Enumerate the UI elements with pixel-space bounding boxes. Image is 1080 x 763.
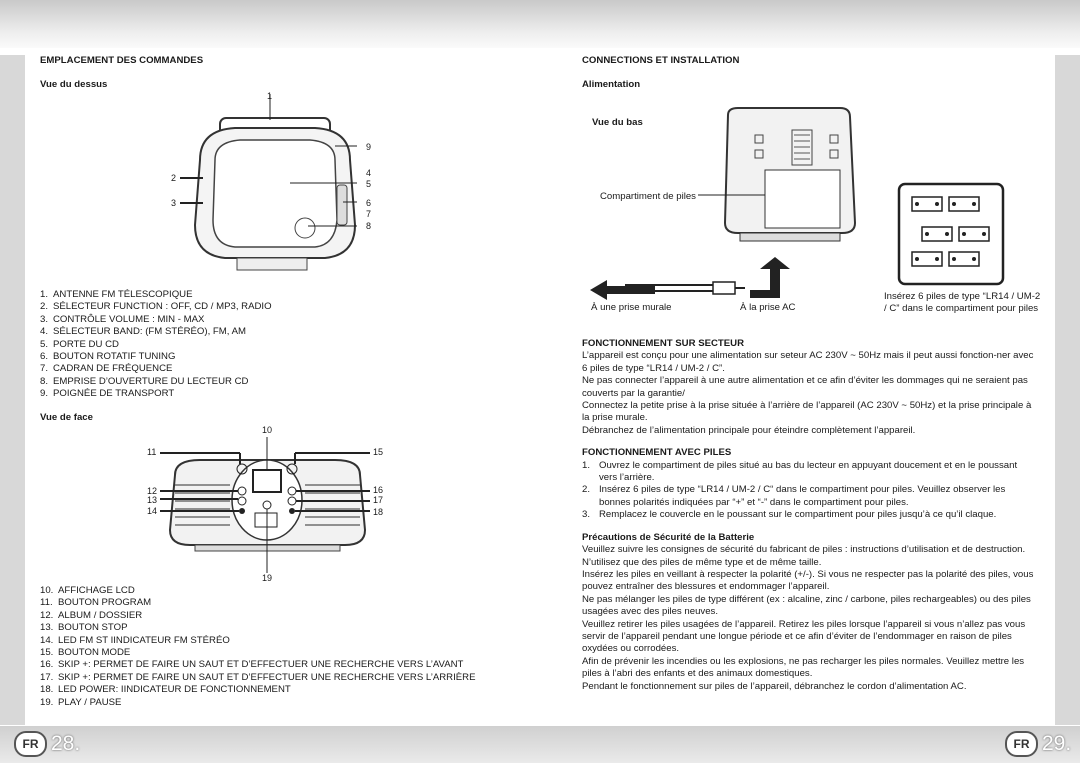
callout-10: 10 [262,425,273,435]
page-number-right [1005,731,1071,757]
page-number: 28. [51,732,81,755]
callout-1: 1 [267,91,273,101]
callout-7: 7 [366,209,372,219]
right-text-block [582,338,1037,693]
front-view-diagram [150,435,385,575]
page-number-left [14,731,80,757]
paragraph: Veuillez suivre les consignes de sécurité du fabricant de piles : instructions d’utilisation et de destruction. [582,544,1026,556]
left-margin-bar [0,55,25,725]
list-item: 6. BOUTON ROTATIF TUNING [40,351,176,363]
list-item: 3. Remplacez le couvercle en le poussant sur le compartiment pour piles jusqu’à ce qu’il claque. [582,509,997,521]
paragraph: Ne pas connecter l’appareil à une autre alimentation et ce afin d’éviter les dommages qui ne seraient pas couverts par la garantie/ [582,375,1028,399]
battery-compartment-diagram [897,182,1007,287]
list-item: 4. SÉLECTEUR BAND: (FM STÉRÉO), FM, AM [40,326,246,338]
list-item: 7. CADRAN DE FRÉQUENCE [40,363,173,375]
list-item: 15. BOUTON MODE [40,647,131,659]
callout-16: 16 [373,485,384,495]
list-item: 1. Ouvrez le compartiment de piles situé au bas du lecteur en appuyant doucement et en le poussant vers l’arrière. [582,459,1018,484]
list-item: 14. LED FM ST IINDICATEUR FM STÉRÉO [40,634,230,646]
language-badge: FR [1005,731,1038,757]
paragraph: Insérez les piles en veillant à respecter la polarité (+/-). Si vous ne respecter pas la polarité des piles, vous pouvez entraîner des blessures et endommager l’appareil. [582,568,1034,593]
list-item: 8. EMPRISE D’OUVERTURE DU LECTEUR CD [40,375,249,387]
callout-5: 5 [366,179,372,189]
right-column [582,55,1037,92]
paragraph: Connectez la petite prise à la prise située à l’arrière de l’appareil (AC 230V ~ 50Hz) et la prise principale à la prise murale. [582,400,1032,424]
list-item: 1. ANTENNE FM TÉLESCOPIQUE [40,289,193,300]
list-item: 13. BOUTON STOP [40,622,128,634]
controls-heading: EMPLACEMENT DES COMMANDES [40,55,204,66]
bottom-view-label: Vue du bas [592,117,643,128]
ac-label: À la prise AC [740,302,796,313]
callout-4: 4 [366,168,372,178]
controls-list-top [40,289,510,424]
callout-15: 15 [373,447,384,457]
paragraph: Pendant le fonctionnement sur piles de l’appareil, débranchez le cordon d’alimentation AC. [582,680,967,692]
battery-compartment-label: Compartiment de piles [600,191,696,202]
paragraph: Débranchez de l’alimentation principale pour éteindre complètement l’appareil. [582,424,916,436]
callout-19: 19 [262,573,273,583]
list-item: 9. POIGNÉE DE TRANSPORT [40,388,175,400]
list-item: 12. ALBUM / DOSSIER [40,609,143,621]
callout-8: 8 [366,221,372,231]
list-item: 18. LED POWER: IINDICATEUR DE FONCTIONNEMENT [40,684,291,696]
bottom-view-diagram [680,105,860,245]
list-item: 3. CONTRÔLE VOLUME : MIN - MAX [40,313,205,325]
callout-11: 11 [147,447,157,457]
list-item: 17. SKIP +: PERMET DE FAIRE UN SAUT ET D’EFFECTUER UNE RECHERCHE VERS L’ARRIÈRE [40,671,476,683]
power-cord-diagram [585,255,805,305]
list-item: 2. Insérez 6 piles de type “LR14 / UM-2 / C“ dans le compartiment pour piles. Veuillez observer les bonnes polarités indiquées par “+” et “-” dans le compartiment pour piles. [582,484,1006,508]
paragraph: Veuillez retirer les piles usagées de l’appareil. Retirez les piles lorsque l’appareil si vous n’allez pas vous servir de l’appareil pendant une longue période et ce afin d’éviter de l’endommager en raison de piles oxydées ou corrodées. [582,618,1026,655]
paragraph: Ne pas mélanger les piles de type différent (ex : alcaline, zinc / carbone, piles rechargeables) ou des piles usagées avec des piles neuves. [582,593,1031,618]
callout-18: 18 [373,507,384,517]
footer-band [0,726,1080,763]
header-band [0,0,1080,48]
list-item: 11. BOUTON PROGRAM [40,597,152,609]
right-margin-bar [1055,55,1080,725]
connections-heading: CONNECTIONS ET INSTALLATION [582,55,740,66]
callout-17: 17 [373,495,384,505]
front-view-label: Vue de face [40,411,93,423]
language-badge: FR [14,731,47,757]
paragraph: N’utilisez que des piles de même type et de même taille. [582,556,822,568]
callout-14: 14 [147,506,158,516]
controls-list-front [40,585,510,709]
battery-insert-text: Insérez 6 piles de type “LR14 / UM-2 / C” dans le compartiment pour piles [884,291,1041,315]
list-item: 10. AFFICHAGE LCD [40,585,135,596]
list-item: 2. SÉLECTEUR FUNCTION : OFF, CD / MP3, RADIO [40,301,272,313]
callout-2: 2 [171,173,177,183]
top-view-label: Vue du dessus [40,79,108,91]
power-label: Alimentation [582,79,641,91]
callout-9: 9 [366,142,372,152]
top-view-diagram [165,90,380,280]
callout-12: 12 [147,486,158,496]
left-column [40,55,510,92]
callout-3: 3 [171,198,177,208]
safety-heading: Précautions de Sécurité de la Batterie [582,531,755,543]
battery-heading: FONCTIONNEMENT AVEC PILES [582,447,732,459]
callout-6: 6 [366,198,372,208]
list-item: 5. PORTE DU CD [40,338,119,350]
mains-heading: FONCTIONNEMENT SUR SECTEUR [582,338,745,349]
list-item: 16. SKIP +: PERMET DE FAIRE UN SAUT ET D’EFFECTUER UNE RECHERCHE VERS L’AVANT [40,659,464,671]
outlet-label: À une prise murale [591,302,672,313]
page-number: 29. [1042,732,1072,755]
paragraph: Afin de prévenir les incendies ou les explosions, ne pas recharger les piles normales. Veuillez mettre les piles à l’abri des enfants et des animaux domestiques. [582,655,1025,680]
list-item: 19. PLAY / PAUSE [40,696,122,708]
paragraph: L’appareil est conçu pour une alimentation sur seteur AC 230V ~ 50Hz mais il peut aussi fonction-ner avec 6 piles de type “LR14 / UM-2 / C”. [582,350,1034,374]
callout-13: 13 [147,495,158,505]
